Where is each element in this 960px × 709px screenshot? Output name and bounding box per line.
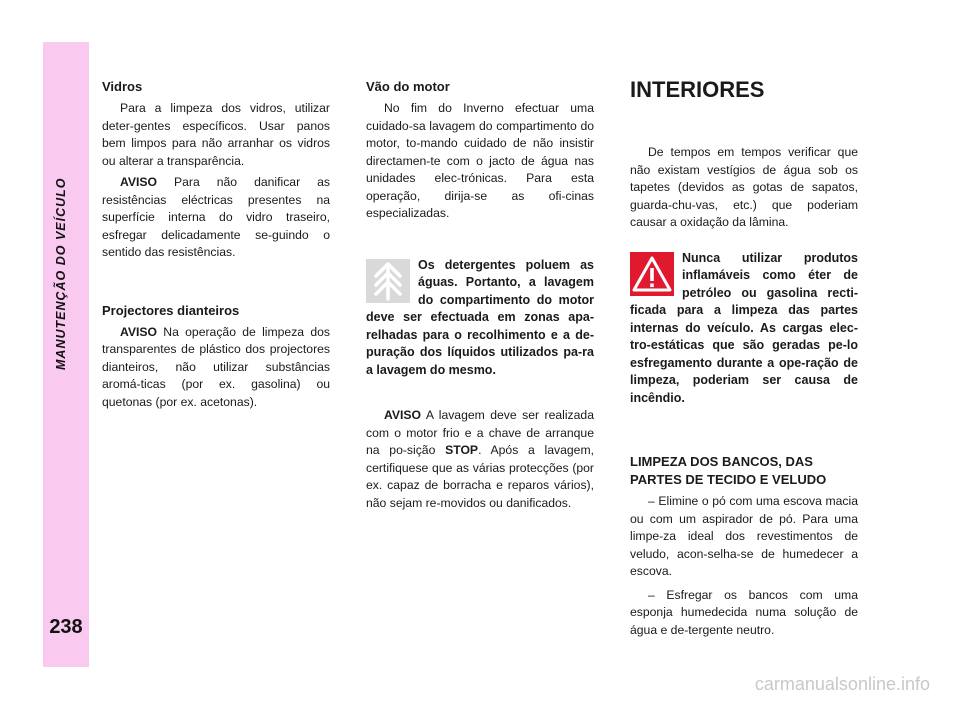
vidros-paragraph: Para a limpeza dos vidros, utilizar deter-gentes específicos. Usar panos bem limpos para não arranhar os vidros ou alterar a transparência. xyxy=(102,101,330,168)
environment-note-text: Os detergentes poluem as águas. Portanto, a lavagem do compartimento do motor deve ser efectuada em zonas apa-relhadas para o recolhimento e a de-puração dos líquidos utilizados pa-ra a lavagem do mesmo. xyxy=(366,257,594,377)
page-number: 238 xyxy=(49,616,83,638)
warning-triangle-icon xyxy=(630,252,674,296)
aviso-label: AVISO xyxy=(120,175,158,189)
aviso-label: AVISO xyxy=(120,324,158,339)
aviso-text-2: . Após a lavagem, certifiquese que as várias protecções (por ex. capaz de borracha e reparos vários), não sejam re-movidos ou danificados. xyxy=(366,443,594,510)
bancos-paragraph-2: – Esfregar os bancos com uma esponja humedecida numa solução de água e de-tergente neutro. xyxy=(630,587,858,637)
column-1 xyxy=(102,78,330,411)
stop-label: STOP xyxy=(445,443,479,457)
aviso-text: Na operação de limpeza dos transparentes de plástico dos projectores dianteiros, não utilizar substâncias aromá-ticas (por ex. gasolina) ou quetonas (por ex. acetonas). xyxy=(102,324,330,409)
aviso-text-1: A lavagem deve ser realizada com o motor frio e a chave de arranque na po-sição xyxy=(366,408,594,457)
projectores-aviso xyxy=(102,324,330,412)
vao-motor-paragraph: No fim do Inverno efectuar uma cuidado-sa lavagem do compartimento do motor, to-mando cuidado de não insistir directamen-te com o jacto de água nas unidades elec-trónicas. Para esta operação, dirija-se as ofi-cinas especializadas. xyxy=(366,101,594,220)
heading-vao-motor: Vão do motor xyxy=(366,79,450,94)
vao-motor-aviso xyxy=(366,407,594,512)
column-2 xyxy=(366,78,594,512)
heading-limpeza-bancos: LIMPEZA DOS BANCOS, DAS PARTES DE TECIDO E VELUDO xyxy=(630,454,827,487)
sidebar-title-text: MANUTENÇÃO DO VEÍCULO xyxy=(54,177,68,370)
section-title-interiores: INTERIORES xyxy=(630,77,765,102)
heading-vidros: Vidros xyxy=(102,79,143,94)
watermark: carmanualsonline.info xyxy=(754,674,930,694)
column-3 xyxy=(630,78,858,639)
vidros-aviso xyxy=(102,174,330,262)
bancos-paragraph-1: – Elimine o pó com uma escova macia ou com um aspirador de pó. Para uma limpe-za ideal dos revestimentos de veludo, acon-selha-se de humedecer a escova. xyxy=(630,494,858,578)
fire-warning-text: Nunca utilizar produtos inflamáveis como éter de petróleo ou gasolina recti-ficada para a limpeza das partes internas do veículo. As cargas elec-tro-estáticas que são geradas pe-lo esfregamento durante a ope-ração de limpeza, poderiam ser causa de incêndio. xyxy=(630,250,858,405)
environment-tree-icon xyxy=(366,259,410,303)
aviso-label: AVISO xyxy=(384,408,422,422)
heading-projectores: Projectores dianteiros xyxy=(102,302,240,318)
environment-note xyxy=(366,257,594,380)
interiores-paragraph: De tempos em tempos verificar que não existam vestígios de água sob os tapetes (devidos as gotas de sapatos, guarda-chu-vas, etc.) que poderiam causar a oxidação da lâmina. xyxy=(630,145,858,229)
aviso-text: Para não danificar as resistências eléctricas presentes na superfície interna do vidro traseiro, esfregar delicadamente se-guindo o sentido das resistências. xyxy=(102,175,330,259)
chapter-sidebar-title xyxy=(48,70,84,370)
fire-warning xyxy=(630,250,858,408)
